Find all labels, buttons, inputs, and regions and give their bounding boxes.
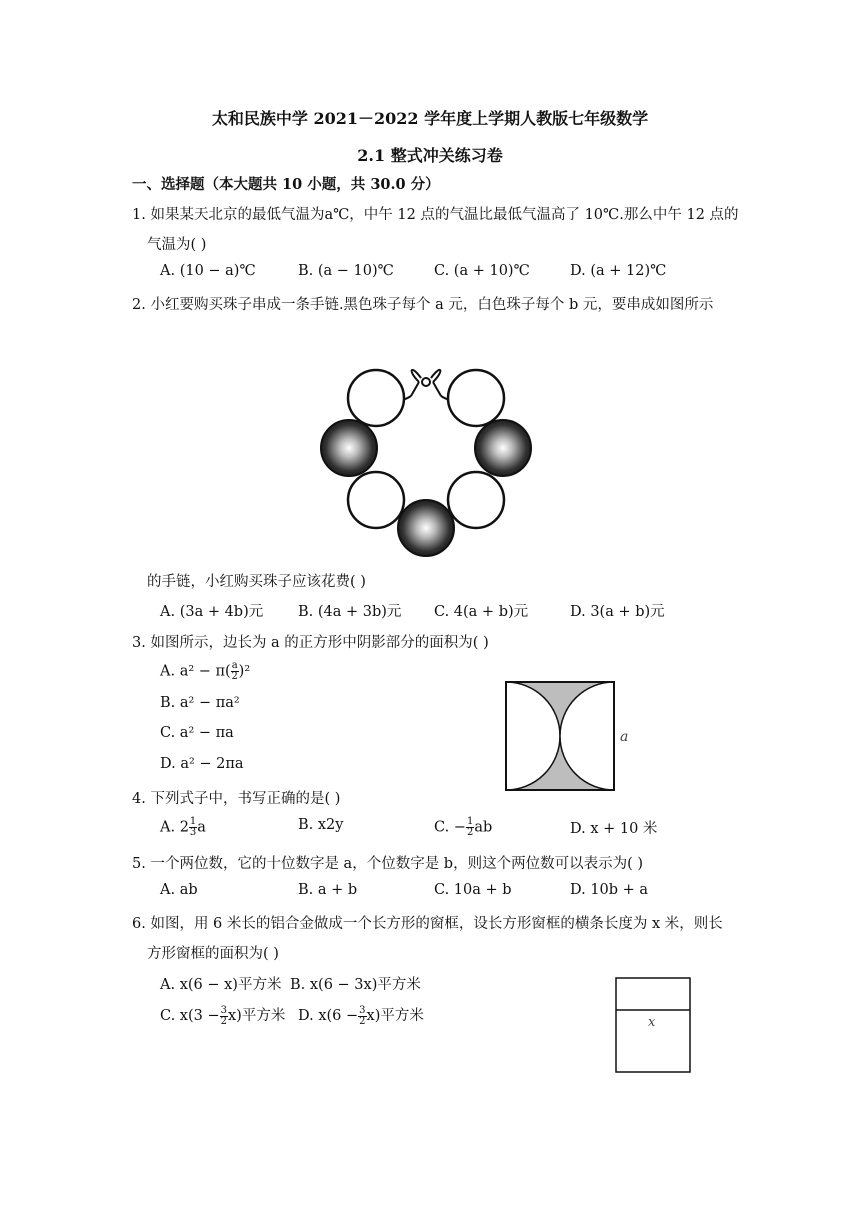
q3-option-a-prefix: A. a² − π( bbox=[160, 663, 231, 680]
q3-option-b: B. a² − πa² bbox=[160, 695, 240, 711]
fraction-denominator: 2 bbox=[466, 827, 474, 838]
exam-title: 太和民族中学 2021－2022 学年度上学期人教版七年级数学 bbox=[211, 109, 649, 128]
q6-stem-line1: 6. 如图，用 6 米长的铝合金做成一个长方形的窗框，设长方形窗框的横条长度为 x 米，则长 bbox=[132, 916, 723, 932]
q3-option-a-suffix: )² bbox=[238, 663, 251, 680]
q3-stem: 3. 如图所示，边长为 a 的正方形中阴影部分的面积为( ) bbox=[132, 635, 489, 651]
fraction-numerator: a bbox=[231, 660, 238, 671]
black-bead bbox=[321, 420, 377, 476]
white-bead bbox=[448, 370, 504, 426]
q6-option-c-prefix: C. x(3 − bbox=[160, 1008, 220, 1024]
q4-option-c-prefix: C. − bbox=[434, 819, 466, 836]
q2-option-d: D. 3(a + b)元 bbox=[570, 604, 665, 620]
q4-option-a bbox=[160, 817, 206, 838]
q1-option-c: C. (a + 10)℃ bbox=[434, 263, 530, 279]
q2-option-b: B. (4a + 3b)元 bbox=[298, 604, 402, 620]
fraction-numerator: 3 bbox=[359, 1004, 366, 1016]
fraction-numerator: 1 bbox=[466, 816, 474, 827]
q2-stem-line2: 的手链，小红购买珠子应该花费( ) bbox=[147, 574, 366, 590]
bracelet-figure bbox=[315, 362, 537, 562]
crossbar-length-label: x bbox=[648, 1015, 656, 1030]
q6-option-b: B. x(6 − 3x)平方米 bbox=[290, 977, 421, 993]
q4-option-a-prefix: A. 2 bbox=[160, 819, 189, 836]
q4-option-c bbox=[434, 817, 492, 838]
side-length-label: a bbox=[620, 729, 629, 745]
q2-option-a: A. (3a + 4b)元 bbox=[160, 604, 264, 620]
black-bead bbox=[398, 500, 454, 556]
q6-option-d bbox=[298, 1004, 424, 1027]
q5-option-c: C. 10a + b bbox=[434, 882, 512, 898]
q4-option-a-suffix: a bbox=[197, 819, 206, 836]
q1-stem-line2: 气温为( ) bbox=[147, 237, 207, 253]
q5-option-a: A. ab bbox=[160, 882, 198, 898]
white-bead bbox=[348, 370, 404, 426]
fraction-denominator: 3 bbox=[189, 827, 197, 838]
q2-stem-line1: 2. 小红要购买珠子串成一条手链.黑色珠子每个 a 元，白色珠子每个 b 元，要串成如图所示 bbox=[132, 297, 714, 313]
q5-option-d: D. 10b + a bbox=[570, 882, 649, 898]
black-bead bbox=[475, 420, 531, 476]
fraction-numerator: 3 bbox=[220, 1004, 227, 1016]
q3-option-d: D. a² − 2πa bbox=[160, 756, 244, 772]
q1-option-a: A. (10 − a)℃ bbox=[160, 263, 256, 279]
fraction bbox=[231, 661, 239, 682]
q3-option-c: C. a² − πa bbox=[160, 725, 234, 741]
q1-option-b: B. (a − 10)℃ bbox=[298, 263, 394, 279]
q4-option-d: D. x + 10 米 bbox=[570, 821, 658, 837]
fraction-denominator: 2 bbox=[359, 1015, 366, 1027]
q6-stem-line2: 方形窗框的面积为( ) bbox=[147, 946, 279, 962]
window-frame-figure bbox=[614, 976, 694, 1076]
q4-option-b: B. x2y bbox=[298, 817, 344, 833]
q6-option-d-suffix: x)平方米 bbox=[366, 1008, 424, 1024]
fraction bbox=[358, 1006, 366, 1027]
white-bead bbox=[448, 472, 504, 528]
white-bead bbox=[348, 472, 404, 528]
fraction-denominator: 2 bbox=[231, 671, 238, 682]
q6-option-c-suffix: x)平方米 bbox=[228, 1008, 286, 1024]
fraction bbox=[220, 1006, 228, 1027]
q3-option-a bbox=[160, 661, 250, 682]
q1-stem-line1: 1. 如果某天北京的最低气温为a℃，中午 12 点的气温比最低气温高了 10℃.那么中午 12 点的 bbox=[132, 207, 739, 223]
section-heading: 一、选择题（本大题共 10 小题，共 30.0 分） bbox=[132, 176, 440, 193]
q5-option-b: B. a + b bbox=[298, 882, 358, 898]
shaded-square-figure bbox=[504, 680, 644, 792]
q6-option-c bbox=[160, 1004, 285, 1027]
q4-stem: 4. 下列式子中，书写正确的是( ) bbox=[132, 791, 341, 807]
exam-subtitle: 2.1 整式冲关练习卷 bbox=[357, 146, 503, 165]
q6-option-a: A. x(6 − x)平方米 bbox=[160, 977, 282, 993]
q1-option-d: D. (a + 12)℃ bbox=[570, 263, 667, 279]
fraction-denominator: 2 bbox=[220, 1015, 227, 1027]
q4-option-c-suffix: ab bbox=[474, 819, 493, 836]
fraction-numerator: 1 bbox=[189, 816, 197, 827]
q6-option-d-prefix: D. x(6 − bbox=[298, 1008, 359, 1024]
q2-option-c: C. 4(a + b)元 bbox=[434, 604, 529, 620]
q5-stem: 5. 一个两位数，它的十位数字是 a，个位数字是 b，则这个两位数可以表示为( ) bbox=[132, 856, 644, 872]
